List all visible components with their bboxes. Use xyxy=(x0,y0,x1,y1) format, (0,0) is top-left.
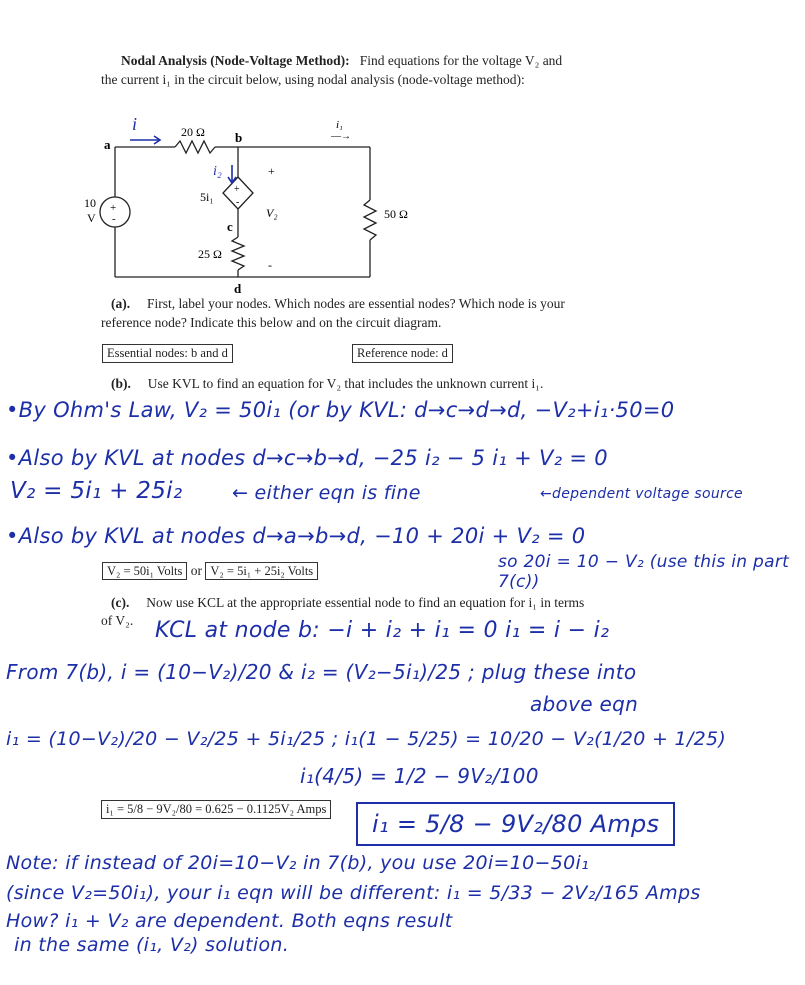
dep-minus: - xyxy=(236,197,240,208)
hand-c2: From 7(b), i = (10−V₂)/20 & i₂ = (V₂−5i₁)/25 ; plug these into xyxy=(6,660,637,684)
hand-c2b: above eqn xyxy=(530,692,639,716)
hand-i-label: i xyxy=(132,114,138,134)
hand-b1: •By Ohm's Law, V₂ = 50i₁ (or by KVL: d→c→d→d, −V₂+i₁·50=0 xyxy=(6,398,675,422)
part-b-line xyxy=(111,376,543,392)
source-unit: V xyxy=(87,211,96,225)
part-b-label: (b). xyxy=(111,376,131,391)
problem-intro xyxy=(121,53,562,69)
i1-arrow: —→ xyxy=(331,131,351,142)
node-b-label: b xyxy=(235,130,243,145)
dep-source-label: 5i₁ xyxy=(200,190,214,204)
circuit-diagram xyxy=(70,105,420,300)
hand-i2-label: i₂ xyxy=(213,164,222,179)
note-line3: How? i₁ + V₂ are dependent. Both eqns result xyxy=(6,910,453,932)
part-a-line1 xyxy=(111,296,565,312)
source-value: 10 xyxy=(84,196,96,210)
part-c-text2: of V₂. xyxy=(101,613,134,628)
hand-b2: •Also by KVL at nodes d→c→b→d, −25 i₂ − 5 i₁ + V₂ = 0 xyxy=(6,446,608,470)
hand-c4: i₁(4/5) = 1/2 − 9V₂/100 xyxy=(300,764,539,788)
source-plus: + xyxy=(110,202,117,214)
part-a-line2: reference node? Indicate this below and on the circuit diagram. xyxy=(101,315,442,330)
v2-answer-box2: V₂ = 5i₁ + 25i₂ Volts xyxy=(205,562,318,580)
v2-label: V₂ xyxy=(266,206,278,220)
node-c-label: c xyxy=(227,219,233,234)
hand-b3b: ← either eqn is fine xyxy=(232,482,421,504)
part-a-text1: First, label your nodes. Which nodes are essential nodes? Which node is your xyxy=(147,296,565,311)
i1-answer-box: i₁ = 5/8 − 9V₂/80 = 0.625 − 0.1125V₂ Amps xyxy=(101,800,331,819)
part-b-answer xyxy=(102,563,318,579)
essential-nodes-box: Essential nodes: b and d xyxy=(102,344,233,363)
hand-b3a: V₂ = 5i₁ + 25i₂ xyxy=(10,478,183,504)
hand-c3: i₁ = (10−V₂)/20 − V₂/25 + 5i₁/25 ; i₁(1 − 5/25) = 10/20 − V₂(1/20 + 1/25) xyxy=(6,728,727,750)
node-a-label: a xyxy=(104,137,111,152)
node-d-label: d xyxy=(234,281,242,296)
hand-b4: •Also by KVL at nodes d→a→b→d, −10 + 20i + V₂ = 0 xyxy=(6,524,586,548)
v2-minus: - xyxy=(268,258,272,272)
source-minus: - xyxy=(112,213,116,225)
part-b-text: Use KVL to find an equation for V₂ that includes the unknown current i₁. xyxy=(147,376,544,391)
problem-title: Nodal Analysis (Node-Voltage Method): xyxy=(121,53,350,68)
r25-label: 25 Ω xyxy=(198,247,222,261)
note-line1: Note: if instead of 20i=10−V₂ in 7(b), you use 20i=10−50i₁ xyxy=(6,852,589,874)
part-c-line1 xyxy=(111,595,584,611)
part-a-label: (a). xyxy=(111,296,131,311)
note-line4: in the same (i₁, V₂) solution. xyxy=(14,934,290,956)
hand-b5: so 20i = 10 − V₂ (use this in part 7(c)) xyxy=(498,552,790,592)
or-text: or xyxy=(190,563,203,578)
v2-answer-box1: V₂ = 50i₁ Volts xyxy=(102,562,187,580)
intro-line1: Find equations for the voltage V₂ and xyxy=(359,53,563,68)
hand-c1: KCL at node b: −i + i₂ + i₁ = 0 i₁ = i − i₂ xyxy=(155,618,610,643)
r20-label: 20 Ω xyxy=(181,125,205,139)
r50-label: 50 Ω xyxy=(384,207,408,221)
hand-answer-box: i₁ = 5/8 − 9V₂/80 Amps xyxy=(356,802,675,846)
intro-line2: the current i₁ in the circuit below, using nodal analysis (node-voltage method): xyxy=(101,72,525,87)
part-c-label: (c). xyxy=(111,595,130,610)
reference-node-box: Reference node: d xyxy=(352,344,453,363)
v2-plus: + xyxy=(268,164,275,178)
dep-plus: + xyxy=(234,184,240,195)
part-c-text1: Now use KCL at the appropriate essential node to find an equation for i₁ in terms xyxy=(146,595,585,610)
i1-label: i₁ xyxy=(336,119,343,131)
hand-b3c: ←dependent voltage source xyxy=(540,486,743,502)
note-line2: (since V₂=50i₁), your i₁ eqn will be different: i₁ = 5/33 − 2V₂/165 Amps xyxy=(6,882,701,904)
